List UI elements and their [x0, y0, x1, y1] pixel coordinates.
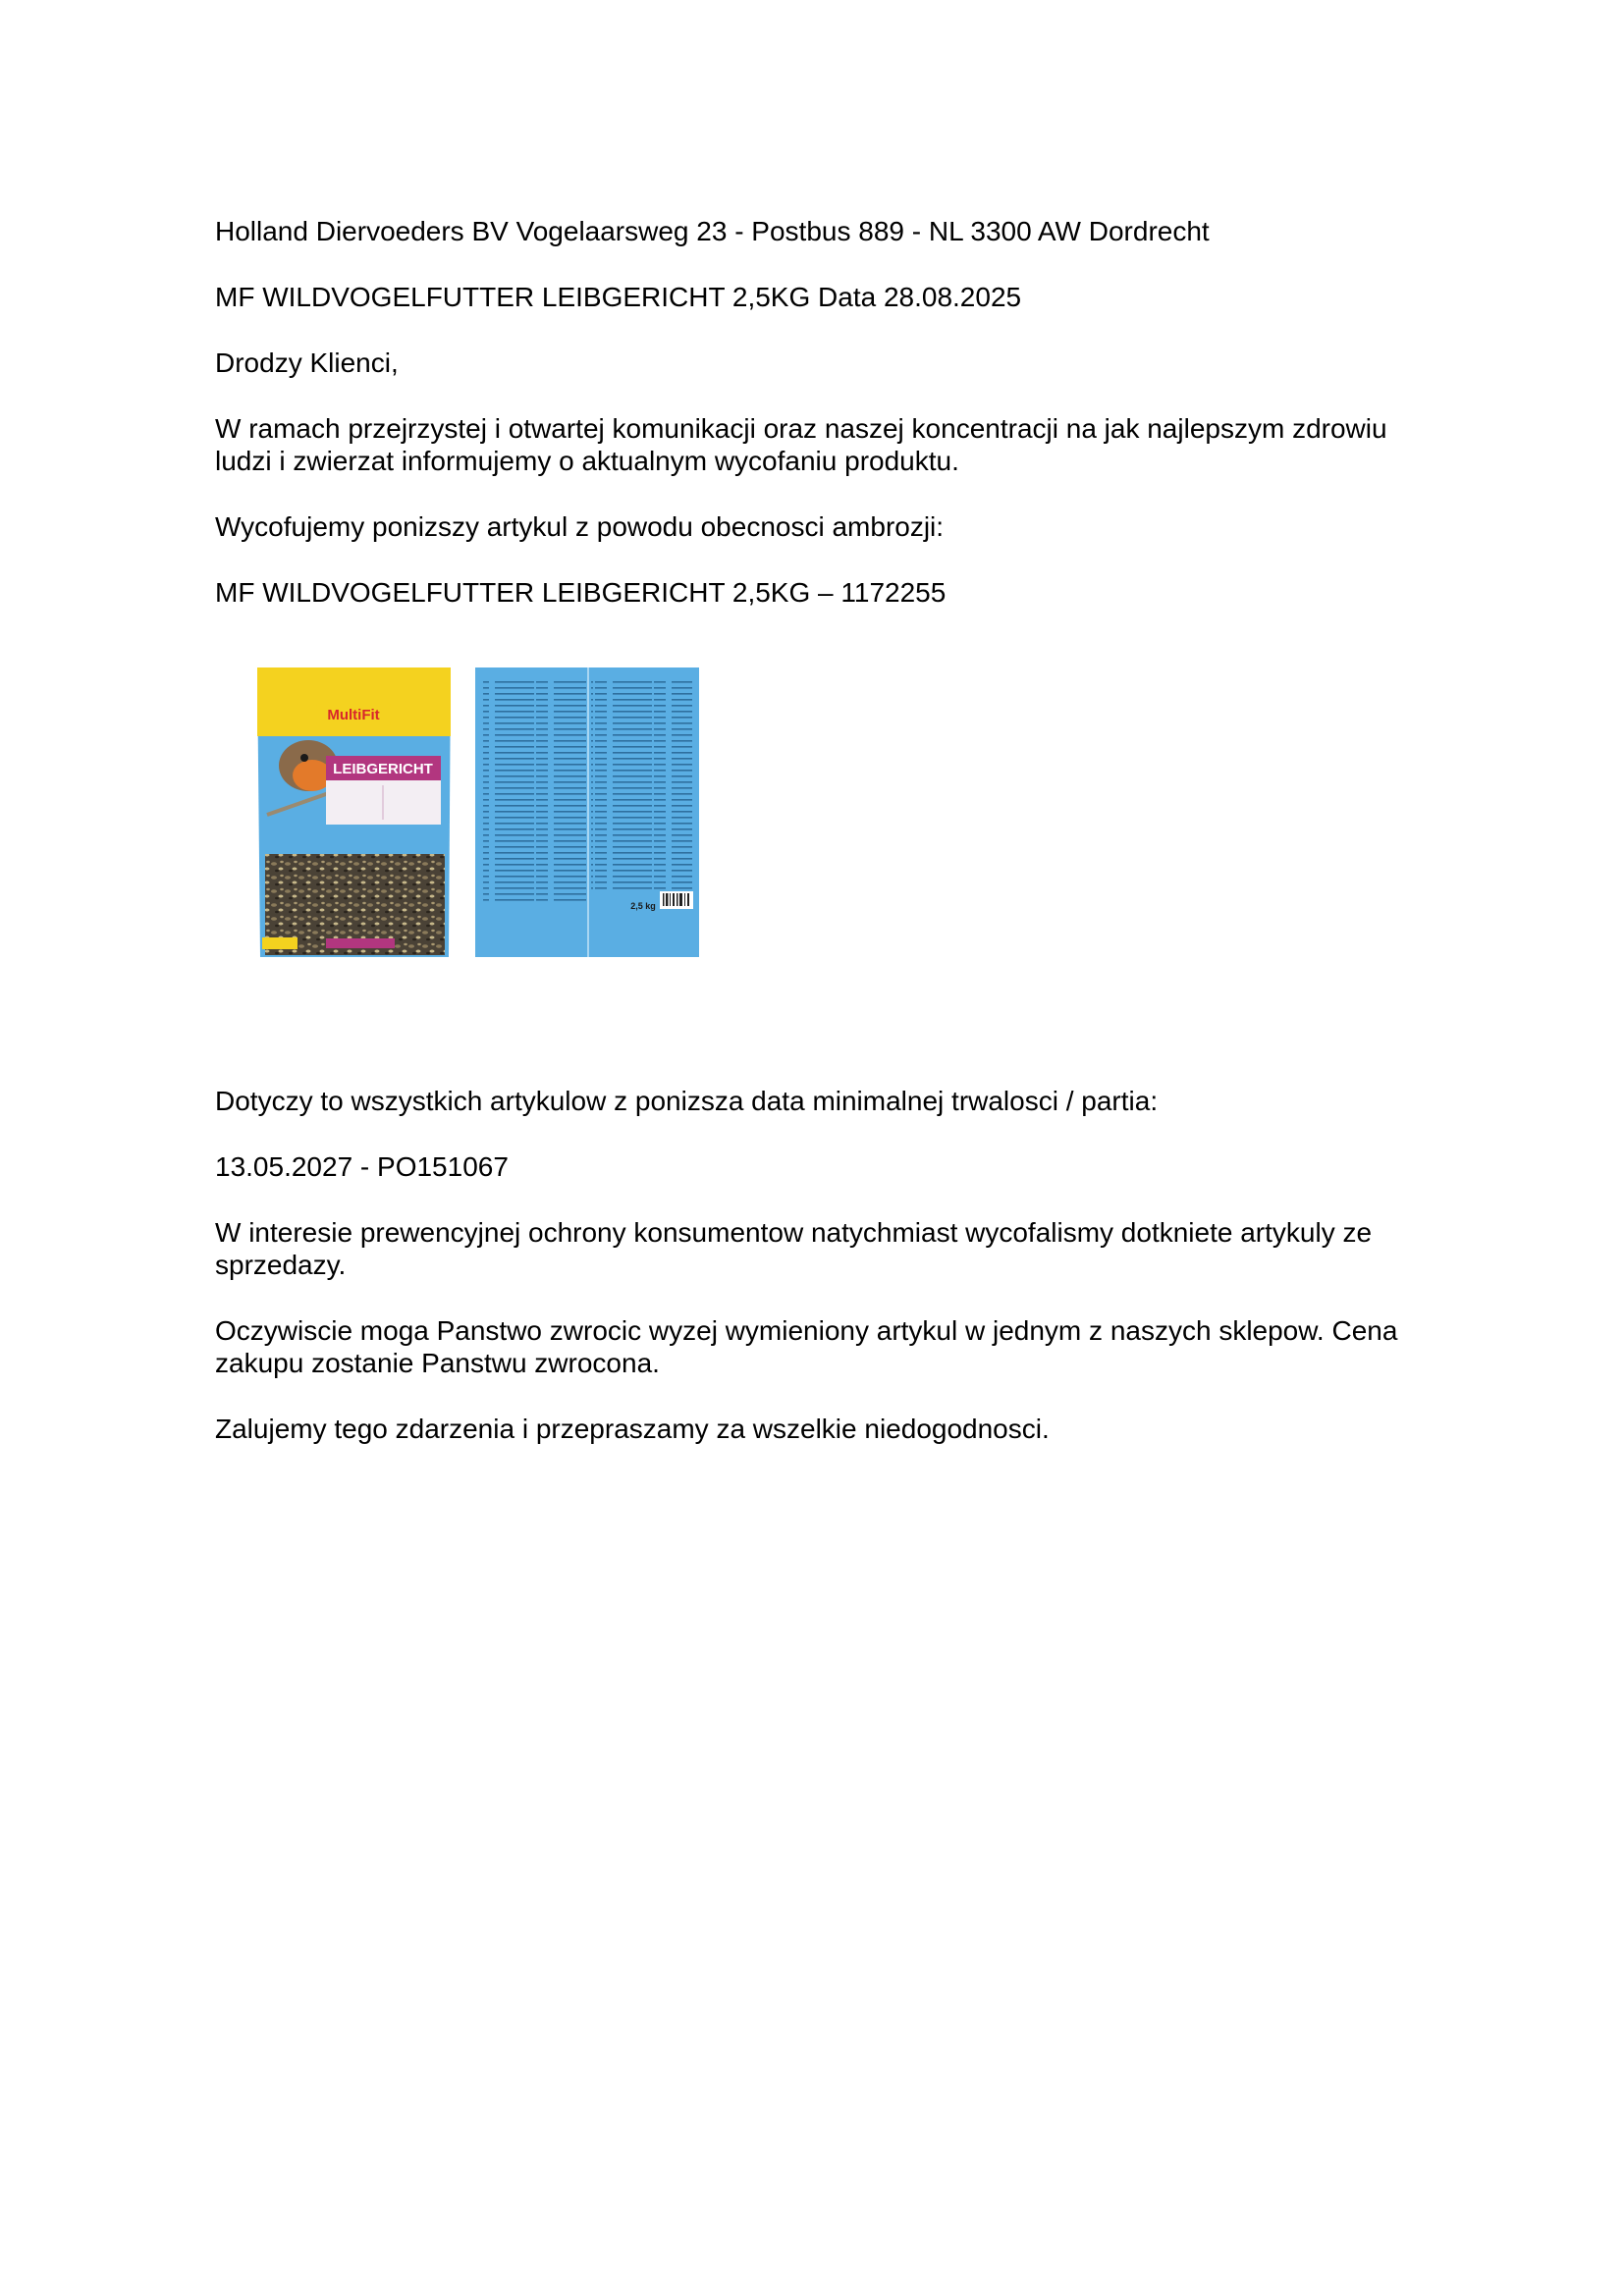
batch-intro: Dotyczy to wszystkich artykulow z ponizsza data minimalnej trwalosci / partia: — [215, 1086, 1159, 1116]
product-line: MF WILDVOGELFUTTER LEIBGERICHT 2,5KG – 1172255 — [215, 577, 947, 608]
recall-reason: Wycofujemy ponizszy artykul z powodu obecnosci ambrozji: — [215, 511, 945, 542]
bag-front — [257, 667, 451, 957]
product-packaging-image — [257, 667, 699, 957]
product-name-label: LEIBGERICHT — [333, 761, 433, 777]
subject-line: MF WILDVOGELFUTTER LEIBGERICHT 2,5KG Data 28.08.2025 — [215, 282, 1022, 312]
weight-label: 2,5 kg — [630, 901, 656, 911]
closing-apology: Zalujemy tego zdarzenia i przepraszamy za wszelkie niedogodnosci. — [215, 1414, 1050, 1444]
brand-logo: MultiFit — [327, 707, 380, 723]
intro-paragraph: W ramach przejrzystej i otwartej komunikacji oraz naszej koncentracji na jak najlepszym zdrowiu ludzi i zwierzat informujemy o aktualnym wycofaniu produktu. — [215, 413, 1387, 476]
salutation: Drodzy Klienci, — [215, 347, 399, 378]
sender-address: Holland Diervoeders BV Vogelaarsweg 23 - Postbus 889 - NL 3300 AW Dordrecht — [215, 216, 1210, 246]
return-note: Oczywiscie moga Panstwo zwrocic wyzej wymieniony artykul w jednym z naszych sklepow. Cena zakupu zostanie Panstwu zwrocona. — [215, 1315, 1398, 1378]
batch-value: 13.05.2027 - PO151067 — [215, 1151, 509, 1182]
removal-note: W interesie prewencyjnej ochrony konsumentow natychmiast wycofalismy dotkniete artykuly ze sprzedazy. — [215, 1217, 1373, 1280]
bag-back — [475, 667, 699, 957]
